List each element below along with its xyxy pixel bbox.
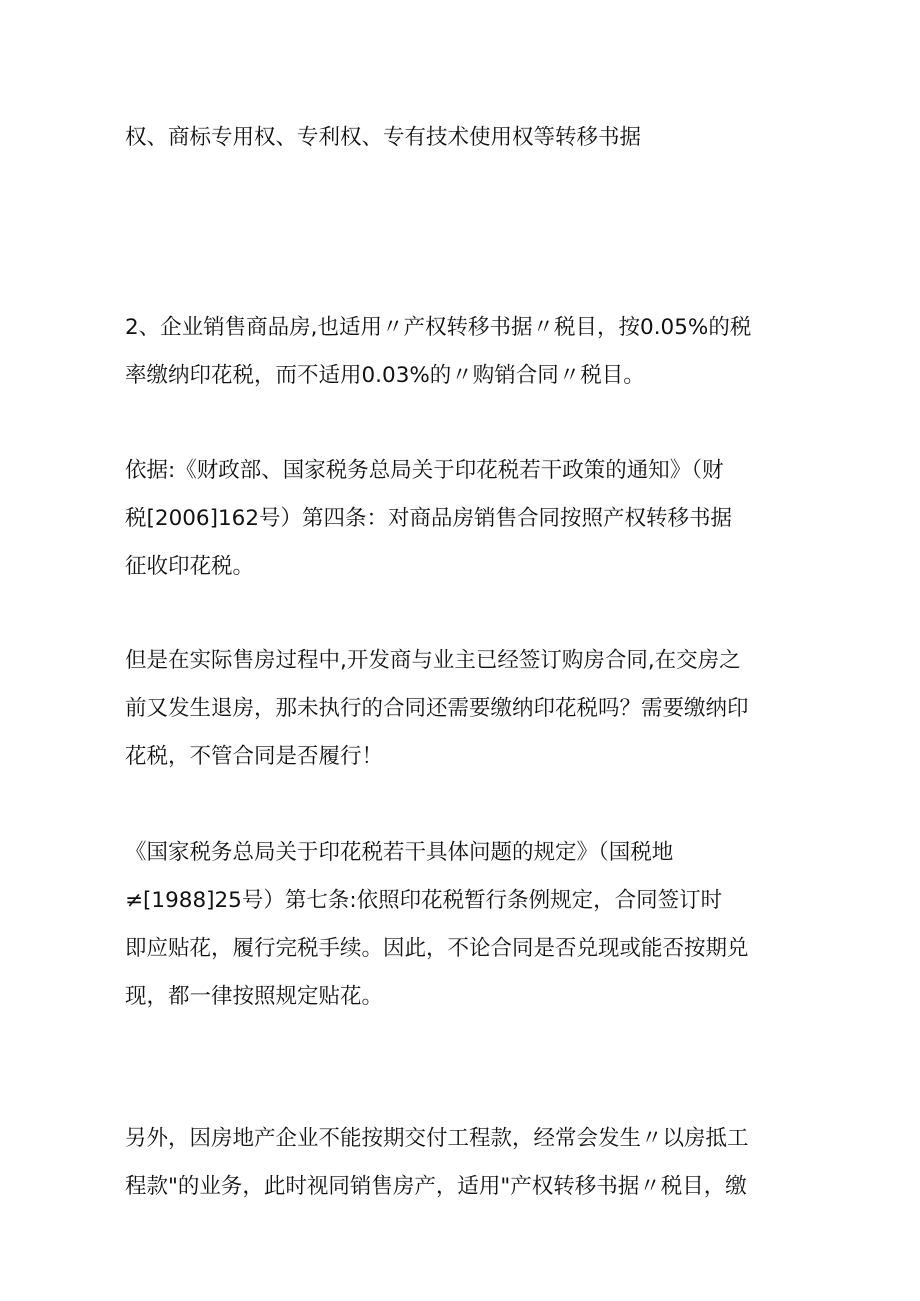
text-line: 依据:《财政部、国家税务总局关于印花税若干政策的通知》（财 — [125, 458, 724, 483]
text-line: 另外，因房地产企业不能按期交付工程款，经常会发生〃以房抵工 — [125, 1126, 749, 1151]
text-line: 率缴纳印花税，而不适用0.03%的〃购销合同〃税目。 — [125, 363, 645, 388]
text-line: ≠[1988]25号）第七条:依照印花税暂行条例规定，合同签订时 — [125, 888, 723, 913]
paragraph-commercial-housing-rate — [125, 304, 805, 400]
text-line: 征收印花税。 — [125, 554, 255, 579]
text-line: 花税，不管合同是否履行！ — [125, 744, 384, 769]
text-line: 权、商标专用权、专利权、专有技术使用权等转移书据 — [125, 125, 642, 150]
text-line: 程款"的业务，此时视同销售房产，适用"产权转移书据〃税目，缴 — [125, 1174, 747, 1199]
text-line: 前又发生退房，那未执行的合同还需要缴纳印花税吗？需要缴纳印 — [125, 696, 749, 721]
text-line: 即应贴花，履行完税手续。因此，不论合同是否兑现或能否按期兑 — [125, 936, 749, 961]
text-line: 税[2006]162号）第四条：对商品房销售合同按照产权转移书据 — [125, 506, 733, 531]
paragraph-legal-basis — [125, 447, 805, 591]
text-line: 现，都一律按照规定贴花。 — [125, 984, 384, 1009]
paragraph-house-for-payment — [125, 1115, 805, 1211]
text-line: 但是在实际售房过程中,开发商与业主已经签订购房合同,在交房之 — [125, 648, 741, 673]
text-line: 2、企业销售商品房,也适用〃产权转移书据〃税目，按0.05%的税 — [125, 315, 752, 340]
text-line: 《国家税务总局关于印花税若干具体问题的规定》（国税地 — [125, 840, 674, 865]
paragraph-unexecuted-contract — [125, 637, 805, 781]
paragraph-transfer-documents — [125, 114, 805, 162]
paragraph-state-tax-regulation — [125, 829, 805, 1021]
